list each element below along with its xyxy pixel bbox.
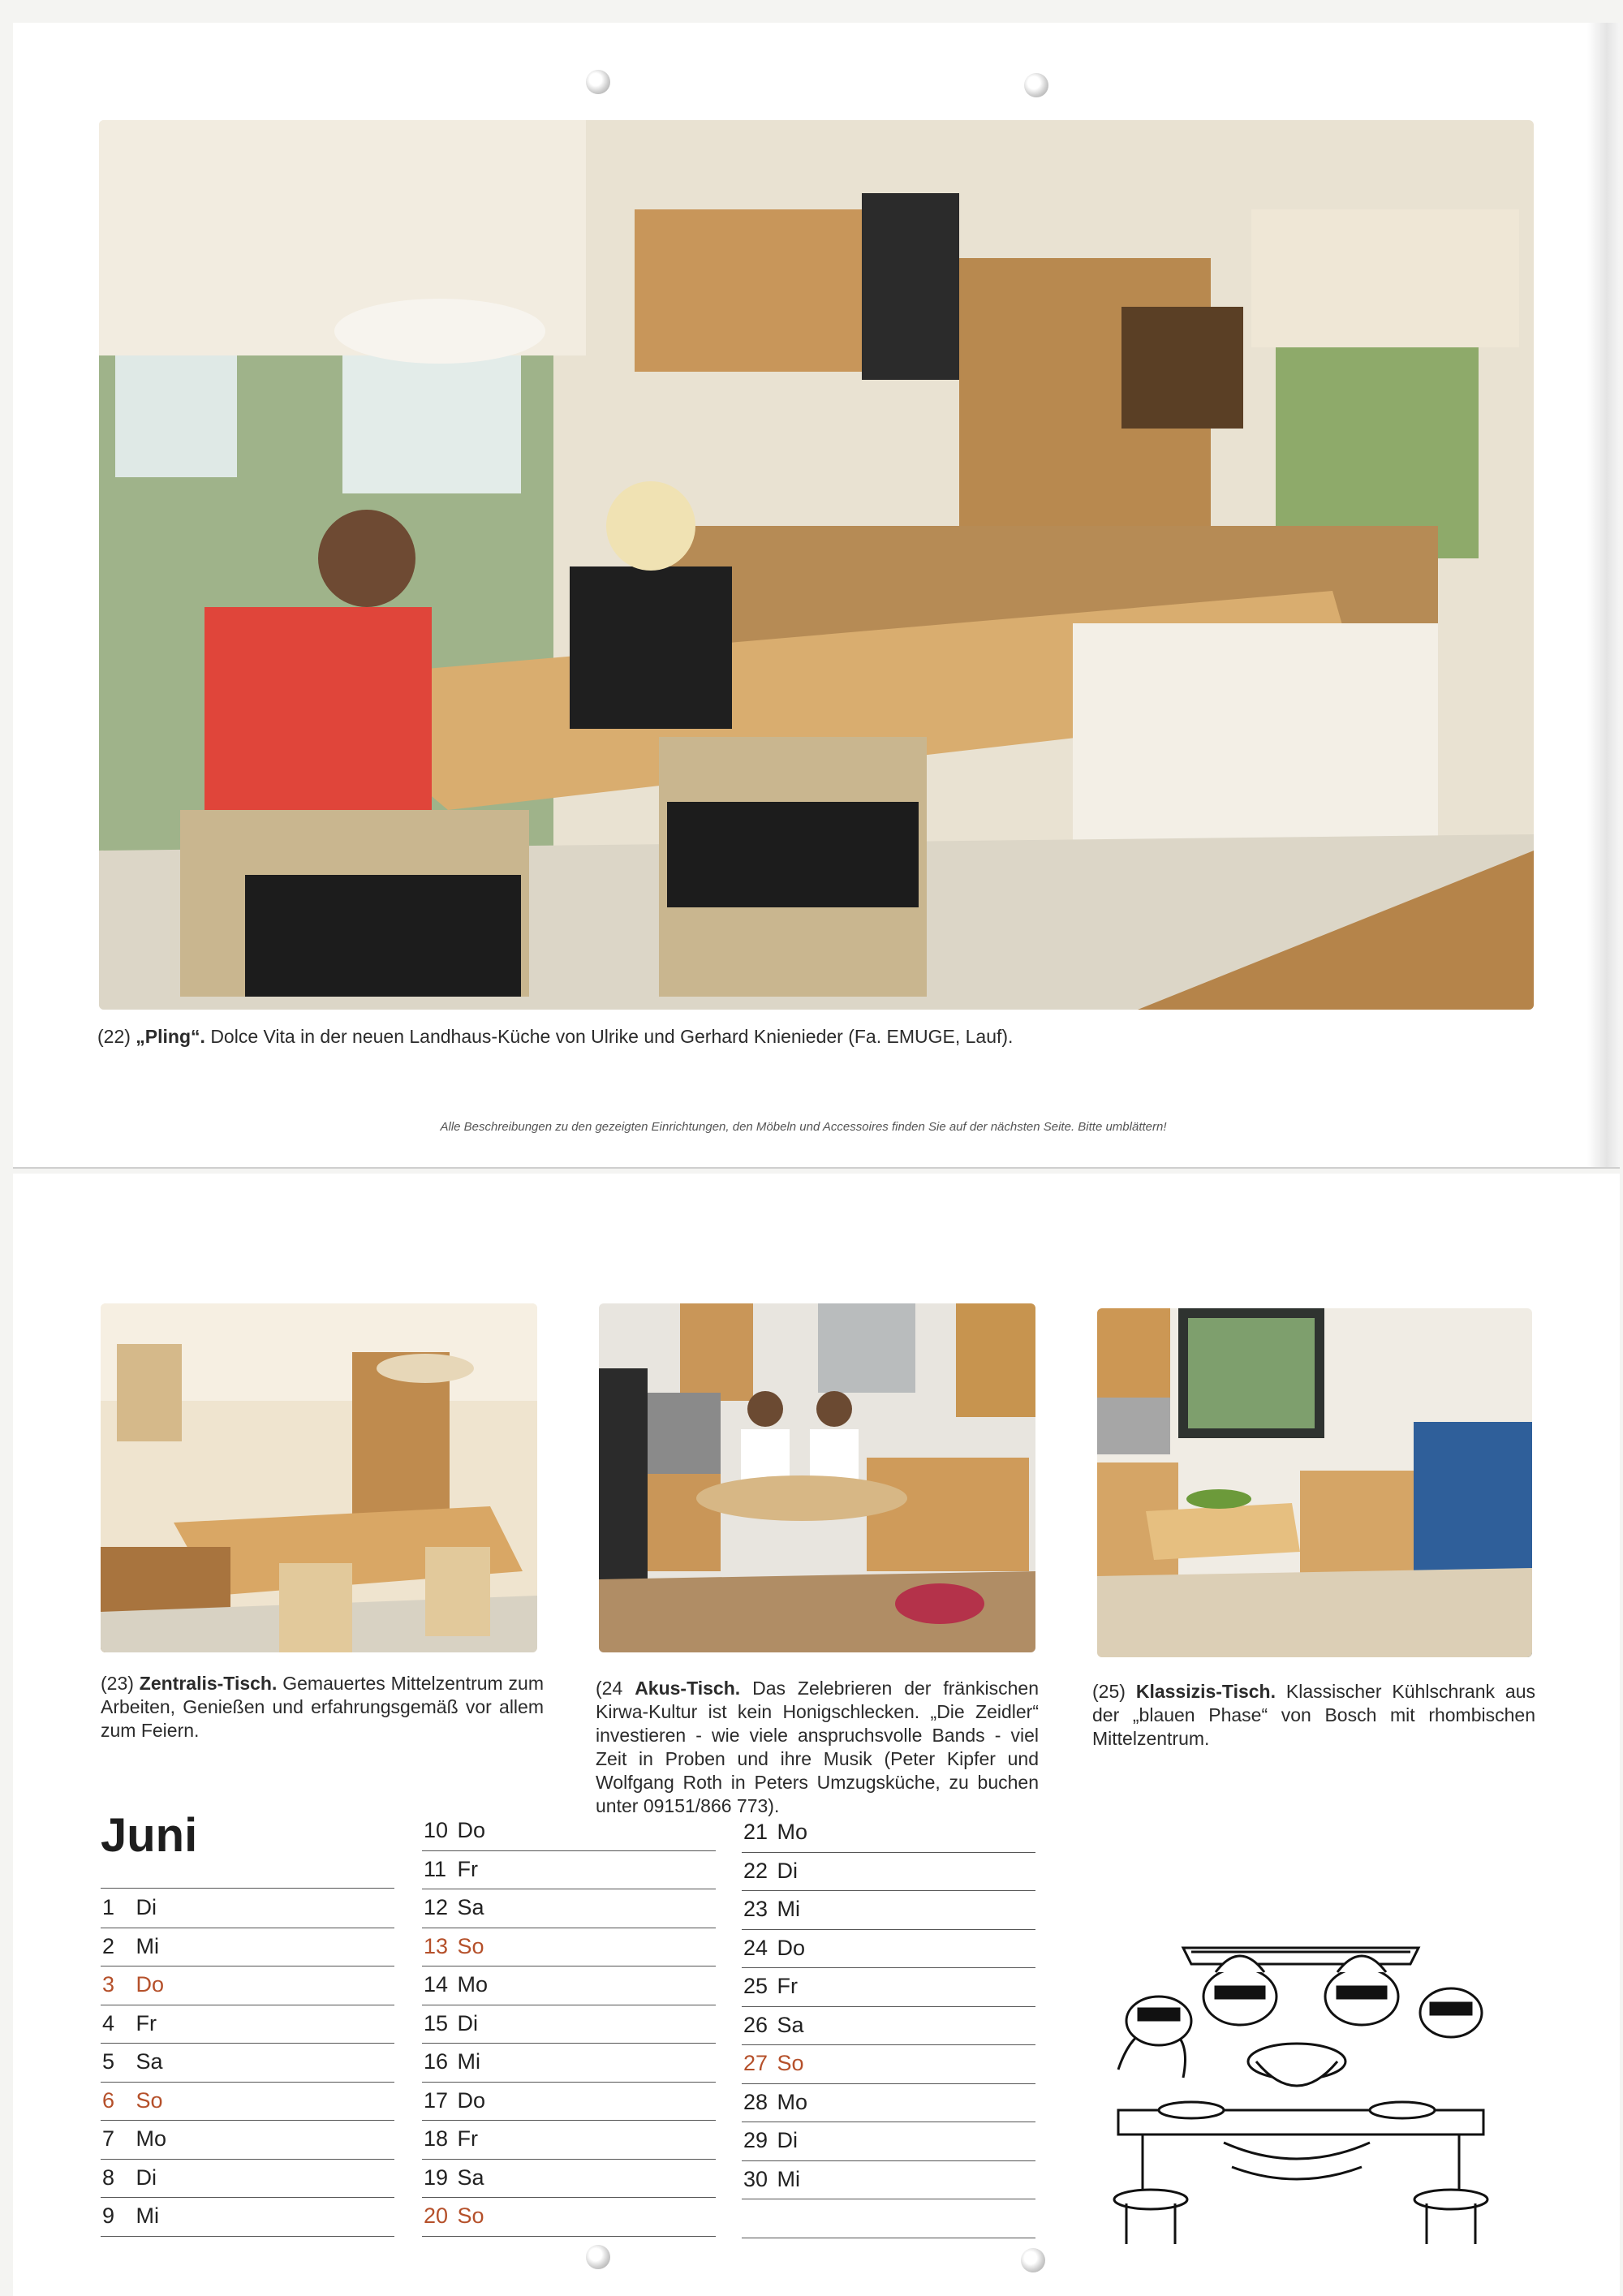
calendar-day: 3 Do — [101, 1966, 394, 2005]
calendar-column-3 — [742, 1814, 1035, 2238]
caption-24-number: (24 — [596, 1678, 623, 1699]
calendar-day: 29 Di — [742, 2122, 1035, 2161]
caption-25-text: Klassischer Kühlschrank aus der „blauen Phase“ von Bosch mit rhombischen Mittelzentrum. — [1092, 1681, 1535, 1749]
calendar-day: 26 Sa — [742, 2007, 1035, 2046]
calendar-day: 9 Mi — [101, 2198, 394, 2237]
caption-24-title: Akus-Tisch. — [635, 1678, 741, 1699]
kitchen-photo-25 — [1097, 1308, 1532, 1657]
kitchen-photo-23 — [101, 1303, 537, 1652]
calendar-day: 8 Di — [101, 2160, 394, 2199]
month-divider — [101, 1888, 394, 1889]
calendar-day: 22 Di — [742, 1853, 1035, 1892]
calendar-day: 1 Di — [101, 1889, 394, 1928]
calendar-day: 30 Mi — [742, 2161, 1035, 2200]
main-photo-caption — [97, 1025, 1526, 1049]
calendar-day: 5 Sa — [101, 2044, 394, 2083]
calendar-day: 19 Sa — [422, 2160, 716, 2199]
calendar-day — [742, 2199, 1035, 2238]
calendar-day: 11 Fr — [422, 1851, 716, 1890]
binding-hole — [1024, 73, 1048, 97]
caption-24 — [596, 1677, 1039, 1818]
calendar-day: 20 So — [422, 2198, 716, 2237]
caption-number: (22) — [97, 1026, 131, 1047]
calendar-day: 18 Fr — [422, 2121, 716, 2160]
calendar-day: 12 Sa — [422, 1889, 716, 1928]
calendar-day: 2 Mi — [101, 1928, 394, 1967]
calendar-day: 7 Mo — [101, 2121, 394, 2160]
calendar-day: 14 Mo — [422, 1966, 716, 2005]
binding-hole — [586, 70, 610, 94]
calendar-day: 4 Fr — [101, 2005, 394, 2044]
calendar-day: 27 So — [742, 2045, 1035, 2084]
calendar-column-1 — [101, 1889, 394, 2237]
caption-text: Dolce Vita in der neuen Landhaus-Küche von Ulrike und Gerhard Knienieder (Fa. EMUGE, Lauf). — [210, 1026, 1014, 1047]
caption-23-number: (23) — [101, 1673, 134, 1694]
caption-25 — [1092, 1680, 1535, 1751]
calendar-spine — [1587, 23, 1620, 1167]
footer-note: Alle Beschreibungen zu den gezeigten Einrichtungen, den Möbeln und Accessoires finden Sie auf der nächsten Seite. Bitte umblättern! — [440, 1120, 1167, 1134]
calendar-day: 6 So — [101, 2083, 394, 2122]
caption-25-number: (25) — [1092, 1681, 1126, 1702]
caption-23 — [101, 1672, 544, 1742]
calendar-column-2 — [422, 1812, 716, 2237]
calendar-day: 17 Do — [422, 2083, 716, 2122]
calendar-day: 28 Mo — [742, 2084, 1035, 2123]
kitchen-photo-24 — [599, 1303, 1035, 1652]
binding-hole — [1021, 2248, 1045, 2272]
calendar-day: 25 Fr — [742, 1968, 1035, 2007]
calendar-day: 24 Do — [742, 1930, 1035, 1969]
calendar-day: 13 So — [422, 1928, 716, 1967]
caption-25-title: Klassizis-Tisch. — [1135, 1681, 1276, 1702]
month-title: Juni — [101, 1809, 198, 1862]
caption-23-text: Gemauertes Mittelzentrum zum Arbeiten, Genießen und erfahrungsgemäß vor allem zum Feiern. — [101, 1673, 545, 1741]
binding-hole — [586, 2245, 610, 2269]
calendar-day: 23 Mi — [742, 1891, 1035, 1930]
caption-23-title: Zentralis-Tisch. — [139, 1673, 278, 1694]
calendar-day: 21 Mo — [742, 1814, 1035, 1853]
caption-title: „Pling“. — [136, 1026, 205, 1047]
calendar-day: 15 Di — [422, 2005, 716, 2044]
kitchen-photo-main — [99, 120, 1534, 1010]
calendar-day: 16 Mi — [422, 2044, 716, 2083]
calendar-day: 10 Do — [422, 1812, 716, 1851]
caption-24-text: Das Zelebrieren der fränkischen Kirwa-Kultur ist kein Honigschlecken. „Die Zeidler“ investieren - wie viele anspruchsvolle Bands - viel Zeit in Proben und ihre Musik (Peter Kipfer und Wolfgang Roth in Peters Umzugsküche, zu buchen unter 09151/866 773). — [596, 1678, 1039, 1816]
cartoon-chefs-illustration — [1094, 1923, 1508, 2248]
